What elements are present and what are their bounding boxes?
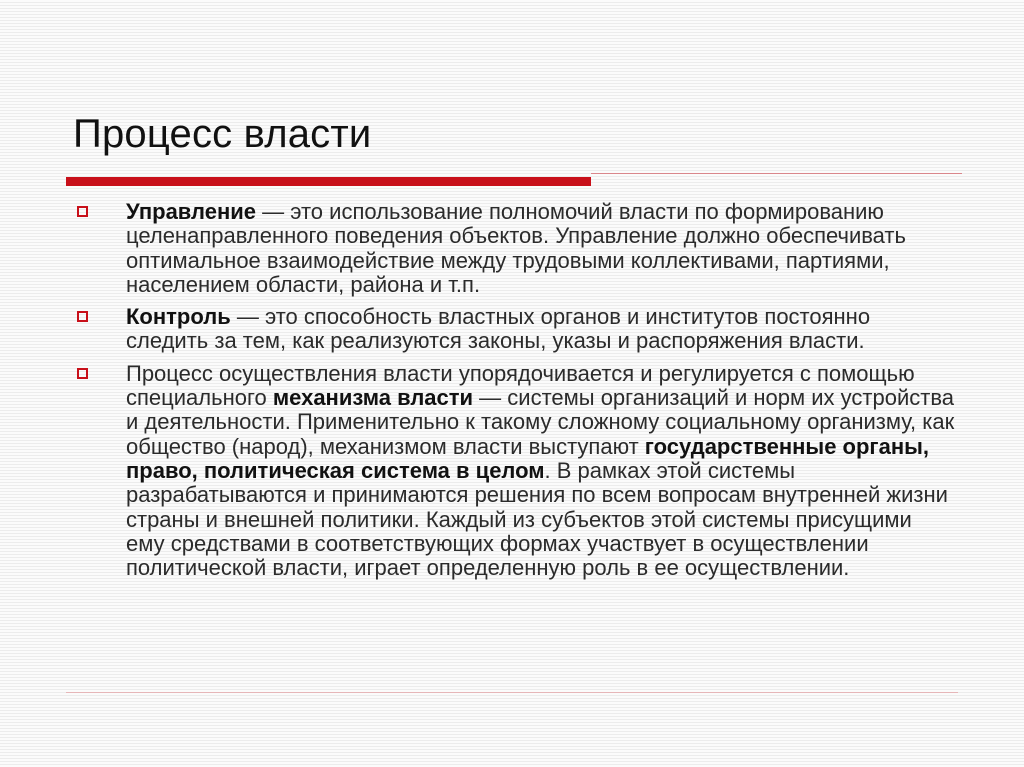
square-bullet-icon bbox=[77, 311, 88, 322]
page-title: Процесс власти bbox=[73, 112, 372, 156]
term-control: Контроль bbox=[126, 304, 231, 330]
term-management: Управление bbox=[126, 199, 257, 224]
list-item bbox=[75, 305, 955, 354]
title-rule-line bbox=[591, 173, 962, 174]
bottom-rule-line bbox=[66, 692, 958, 693]
term-state-bodies: государственные органы, право, политическая система в целом bbox=[126, 433, 930, 483]
definition-text: — это способность властных органов и институтов постоянно следить за тем, как реализуются законы, указы и распоряжения власти. bbox=[126, 304, 871, 354]
square-bullet-icon bbox=[77, 368, 88, 379]
paragraph-text: Процесс осуществления власти упорядочивается и регулируется с помощью специального bbox=[126, 360, 915, 411]
title-accent-bar bbox=[66, 177, 591, 186]
list-item bbox=[75, 200, 955, 297]
square-bullet-icon bbox=[77, 206, 88, 217]
bullet-list bbox=[75, 200, 955, 588]
list-item bbox=[75, 362, 955, 581]
paragraph-text: — системы организаций и норм их устройства и деятельности. Применительно к такому сложному социальному организму, как общество (народ), механизмом власти выступают bbox=[126, 385, 955, 459]
term-power-mechanism: механизма власти bbox=[272, 385, 474, 411]
definition-text: — это использование полномочий власти по формированию целенаправленного поведения объектов. Управление должно обеспечивать оптимальное взаимодействие между трудовыми коллективами, партиями, населением области, района и т.п. bbox=[126, 199, 906, 297]
paragraph-text: . В рамках этой системы разрабатываются и принимаются решения по всем вопросам внутренней жизни страны и внешней политики. Каждый из субъектов этой системы присущими ему средствами в соответствующих формах участвует в осуществлении политической власти, играет определенную роль в ее осуществлении. bbox=[126, 457, 948, 581]
